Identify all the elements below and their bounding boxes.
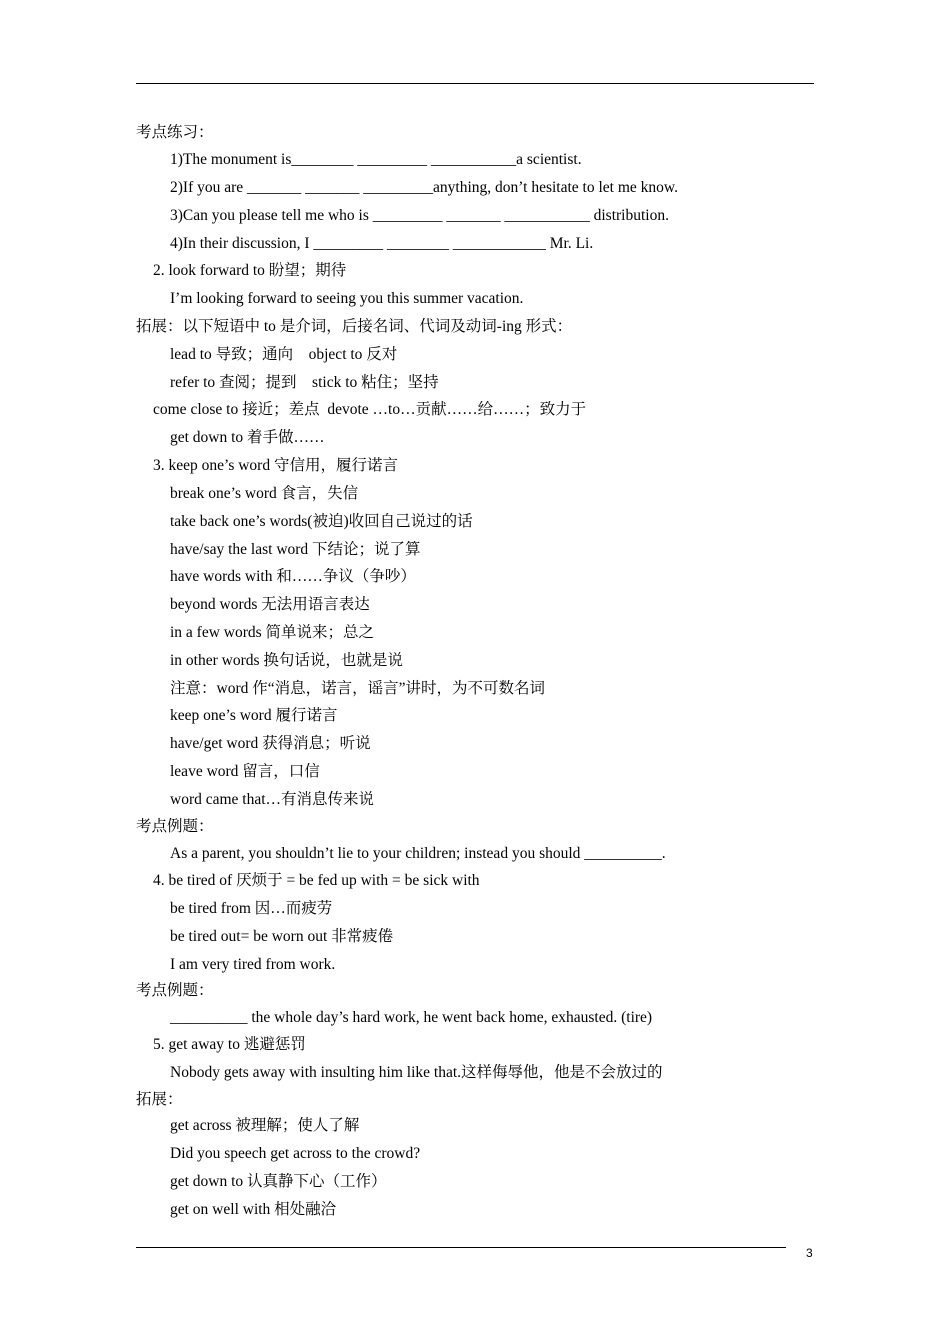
text-line: have/say the last word 下结论；说了算: [170, 541, 421, 558]
text-line: As a parent, you shouldn’t lie to your children; instead you should __________.: [170, 845, 666, 862]
text-line: get down to 着手做……: [170, 429, 325, 446]
text-line: be tired from 因…而疲劳: [170, 900, 333, 917]
text-line: leave word 留言，口信: [170, 763, 320, 780]
text-line: I’m looking forward to seeing you this summer vacation.: [170, 290, 524, 307]
text-line: 3. keep one’s word 守信用，履行诺言: [153, 457, 398, 474]
text-line: 考点例题：: [136, 818, 214, 835]
text-line: break one’s word 食言，失信: [170, 485, 359, 502]
text-line: take back one’s words(被迫)收回自己说过的话: [170, 513, 473, 530]
text-line: come close to 接近；差点 devote …to…贡献……给……；致力于: [153, 401, 587, 418]
text-line: 考点练习：: [136, 124, 214, 141]
text-line: 拓展：: [136, 1091, 183, 1108]
text-line: get across 被理解；使人了解: [170, 1117, 360, 1134]
text-line: keep one’s word 履行诺言: [170, 707, 338, 724]
text-line: in a few words 简单说来；总之: [170, 624, 375, 641]
text-line: get on well with 相处融洽: [170, 1201, 337, 1218]
text-line: be tired out= be worn out 非常疲倦: [170, 928, 394, 945]
text-line: Did you speech get across to the crowd?: [170, 1145, 421, 1162]
text-line: have/get word 获得消息；听说: [170, 735, 371, 752]
text-line: 2)If you are _______ _______ _________anything, don’t hesitate to let me know.: [170, 179, 678, 196]
text-line: in other words 换句话说，也就是说: [170, 652, 403, 669]
text-line: 3)Can you please tell me who is _________ _______ ___________ distribution.: [170, 207, 669, 224]
text-line: __________ the whole day’s hard work, he went back home, exhausted. (tire): [170, 1009, 653, 1026]
text-line: get down to 认真静下心（工作）: [170, 1173, 387, 1190]
text-line: 4)In their discussion, I _________ ________ ____________ Mr. Li.: [170, 235, 594, 252]
text-line: 5. get away to 逃避惩罚: [153, 1036, 306, 1053]
text-line: Nobody gets away with insulting him like that.这样侮辱他，他是不会放过的: [170, 1064, 663, 1081]
text-line: 拓展：以下短语中 to 是介词，后接名词、代词及动词-ing 形式：: [136, 318, 573, 335]
text-line: have words with 和……争议（争吵）: [170, 568, 416, 585]
text-line: refer to 查阅；提到 stick to 粘住；坚持: [170, 374, 439, 391]
text-line: word came that…有消息传来说: [170, 791, 375, 808]
header-rule: [136, 83, 814, 84]
text-line: 注意：word 作“消息，诺言，谣言”讲时，为不可数名词: [170, 680, 545, 697]
text-line: 1)The monument is________ _________ ___________a scientist.: [170, 151, 582, 168]
text-line: I am very tired from work.: [170, 956, 336, 973]
text-line: beyond words 无法用语言表达: [170, 596, 370, 613]
footer-rule: [136, 1247, 786, 1248]
page-number: 3: [806, 1246, 813, 1260]
text-line: 2. look forward to 盼望；期待: [153, 262, 347, 279]
text-line: 考点例题：: [136, 982, 214, 999]
text-line: lead to 导致；通向 object to 反对: [170, 346, 398, 363]
text-line: 4. be tired of 厌烦于 = be fed up with = be sick with: [153, 872, 480, 889]
